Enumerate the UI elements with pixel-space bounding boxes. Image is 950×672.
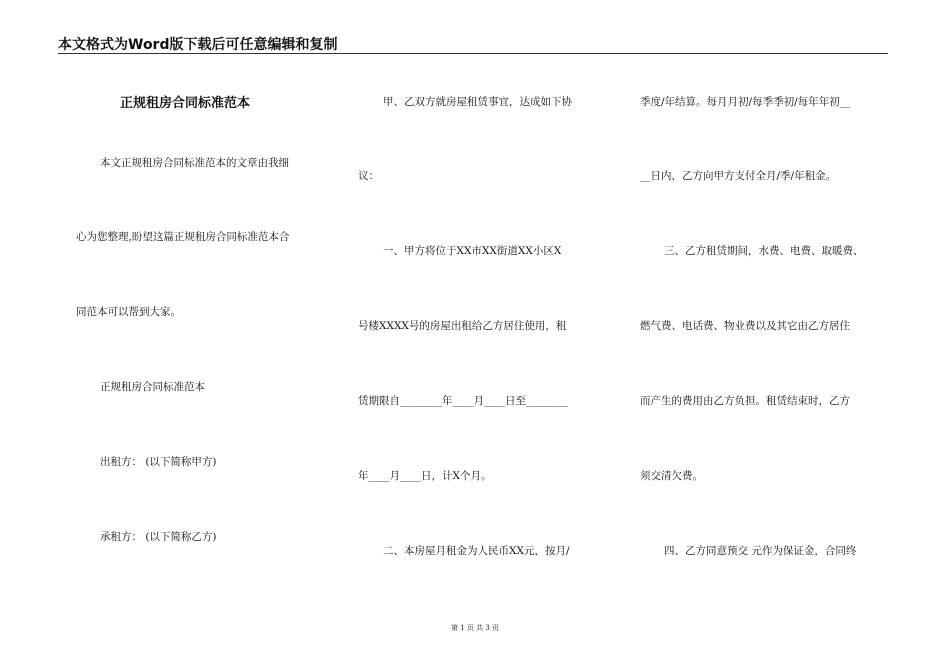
- paragraph-line: 须交清欠费。: [640, 470, 703, 482]
- paragraph-line: 同范本可以帮到大家。: [76, 306, 181, 318]
- paragraph-line: 年____月____日，计X个月。: [358, 470, 492, 482]
- page-number: 第 1 页 共 3 页: [450, 624, 500, 632]
- paragraph-line: 季度/年结算。每月月初/每季季初/每年年初__: [640, 96, 851, 108]
- paragraph-line: 号楼XXXX号的房屋出租给乙方居住使用，租: [358, 320, 567, 332]
- paragraph-line: __日内，乙方向甲方支付全月/季/年租金。: [640, 170, 837, 182]
- paragraph-line: 议：: [358, 170, 379, 182]
- paragraph-line: 一、甲方将位于XX市XX街道XX小区X: [383, 245, 562, 257]
- paragraph-line: 二、本房屋月租金为人民币XX元，按月/: [383, 545, 570, 557]
- paragraph-line: 燃气费、电话费、物业费以及其它由乙方居住: [640, 320, 850, 332]
- document-header: 本文格式为Word版下载后可任意编辑和复制: [58, 37, 338, 53]
- paragraph-line: 心为您整理,盼望这篇正规租房合同标准范本合: [76, 231, 290, 243]
- paragraph-line: 本文正规租房合同标准范本的文章由我细: [100, 157, 289, 169]
- paragraph-line: 四、乙方同意预交 元作为保证金，合同终: [664, 545, 857, 557]
- paragraph-line: 赁期限自________年____月____日至________: [358, 395, 568, 407]
- paragraph-line: 承租方： (以下简称乙方): [100, 531, 217, 543]
- paragraph-line: 出租方： (以下简称甲方): [100, 456, 217, 468]
- paragraph-line: 而产生的费用由乙方负担。租赁结束时，乙方: [640, 395, 850, 407]
- paragraph-line: 正规租房合同标准范本: [100, 381, 205, 393]
- paragraph-line: 甲、乙双方就房屋租赁事宜，达成如下协: [383, 96, 572, 108]
- header-divider: [58, 53, 888, 54]
- document-title: 正规租房合同标准范本: [120, 96, 251, 111]
- paragraph-line: 三、乙方租赁期间，水费、电费、取暖费、: [664, 245, 864, 257]
